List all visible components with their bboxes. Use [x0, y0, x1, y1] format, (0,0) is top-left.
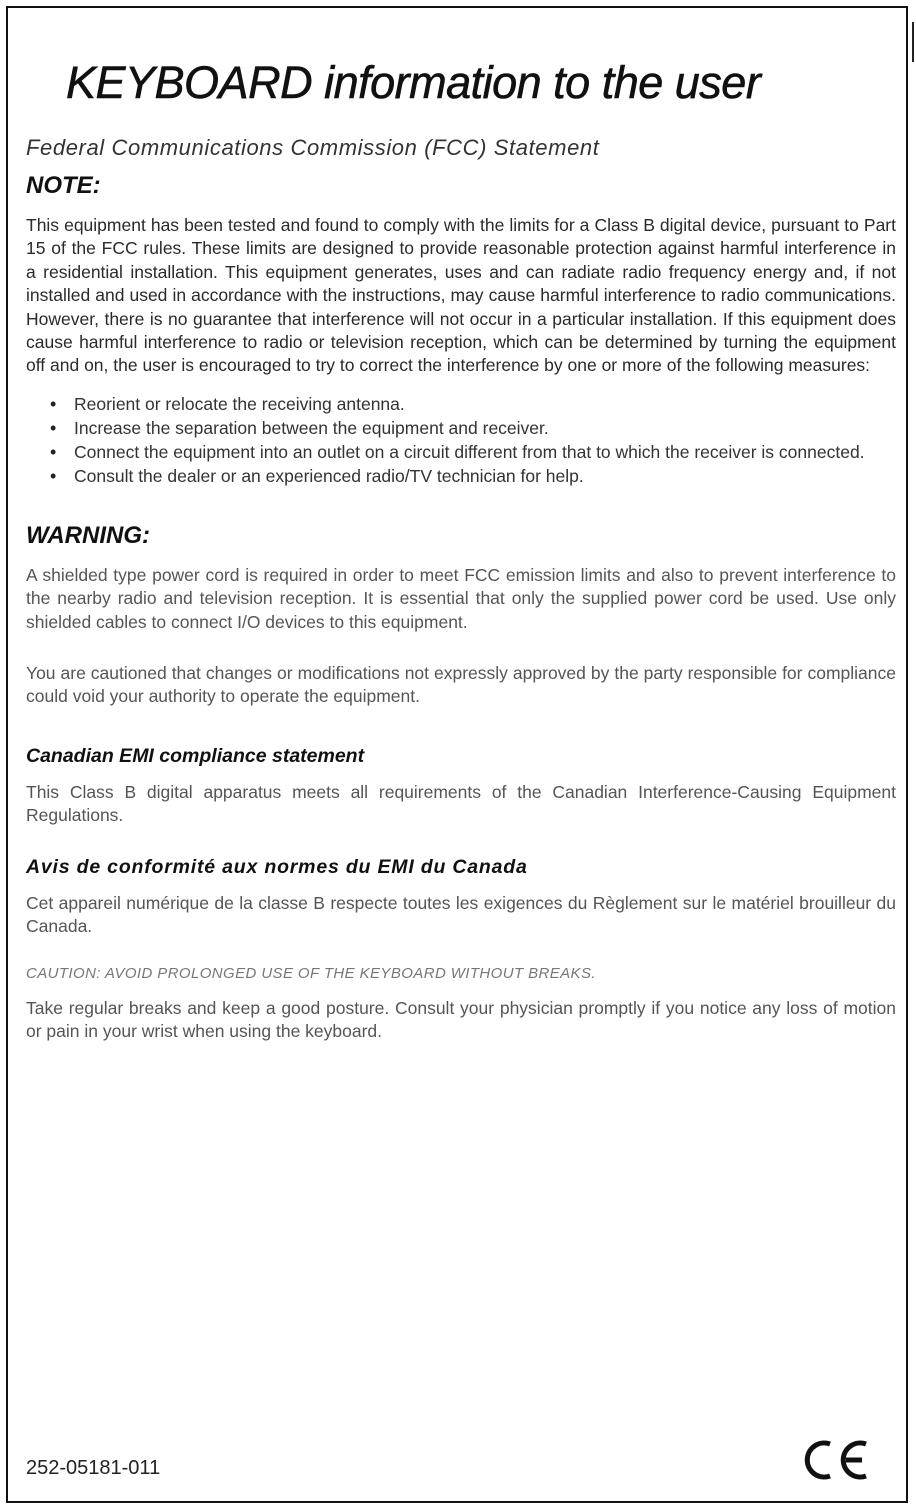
warning-heading: WARNING:: [26, 521, 150, 549]
bullet-icon: •: [50, 441, 57, 462]
canadian-heading: Canadian EMI compliance statement: [26, 744, 365, 767]
footer: [26, 1438, 882, 1482]
list-item: [50, 464, 896, 488]
list-item: [50, 440, 896, 464]
caution-heading: CAUTION: AVOID PROLONGED USE OF THE KEYBOARD WITHOUT BREAKS.: [26, 964, 596, 982]
bullet-icon: •: [50, 393, 57, 414]
document-body: [26, 20, 896, 1043]
caution-body: Take regular breaks and keep a good posture. Consult your physician promptly if you notice any loss of motion or pain in your wrist when using the keyboard.: [26, 997, 896, 1041]
ce-mark-icon: [800, 1438, 872, 1482]
edge-mark: [912, 22, 914, 62]
measure-text: Increase the separation between the equipment and receiver.: [74, 417, 549, 438]
part-number: 252-05181-011: [26, 1457, 161, 1479]
measure-text: Reorient or relocate the receiving antenna.: [74, 393, 405, 414]
list-item: [50, 416, 896, 440]
document-title: KEYBOARD information to the user: [66, 57, 761, 108]
fcc-statement-subtitle: Federal Communications Commission (FCC) Statement: [26, 135, 600, 160]
measures-list: [26, 392, 896, 488]
list-item: [50, 392, 896, 416]
warning-paragraph-1: A shielded type power cord is required in order to meet FCC emission limits and also to prevent interference to the nearby radio and television reception. It is essential that only the supplied power cord be used. Use only shielded cables to connect I/O devices to this equipment.: [26, 564, 896, 632]
note-body: This equipment has been tested and found to comply with the limits for a Class B digital device, pursuant to Part 15 of the FCC rules. These limits are designed to provide reasonable protection against harmful interference in a residential installation. This equipment generates, uses and can radiate radio frequency energy and, if not installed and used in accordance with the instructions, may cause harmful interference to radio communications. However, there is no guarantee that interference will not occur in a particular installation. If this equipment does cause harmful interference to radio or television reception, which can be determined by turning the equipment off and on, the user is encouraged to try to correct the interference by one or more of the following measures:: [26, 215, 896, 376]
canadian-body: This Class B digital apparatus meets all requirements of the Canadian Interference-Causing Equipment Regulations.: [26, 781, 896, 826]
note-heading: NOTE:: [26, 172, 101, 199]
bullet-icon: •: [50, 417, 57, 438]
avis-body: Cet appareil numérique de la classe B respecte toutes les exigences du Règlement sur le matériel brouilleur du Canada.: [26, 892, 896, 937]
measure-text: Connect the equipment into an outlet on a circuit different from that to which the receiver is connected.: [74, 441, 865, 462]
avis-heading: Avis de conformité aux normes du EMI du Canada: [26, 855, 528, 878]
bullet-icon: •: [50, 465, 57, 486]
warning-paragraph-2: You are cautioned that changes or modifications not expressly approved by the party responsible for compliance could void your authority to operate the equipment.: [26, 663, 896, 707]
measure-text: Consult the dealer or an experienced radio/TV technician for help.: [74, 465, 584, 486]
